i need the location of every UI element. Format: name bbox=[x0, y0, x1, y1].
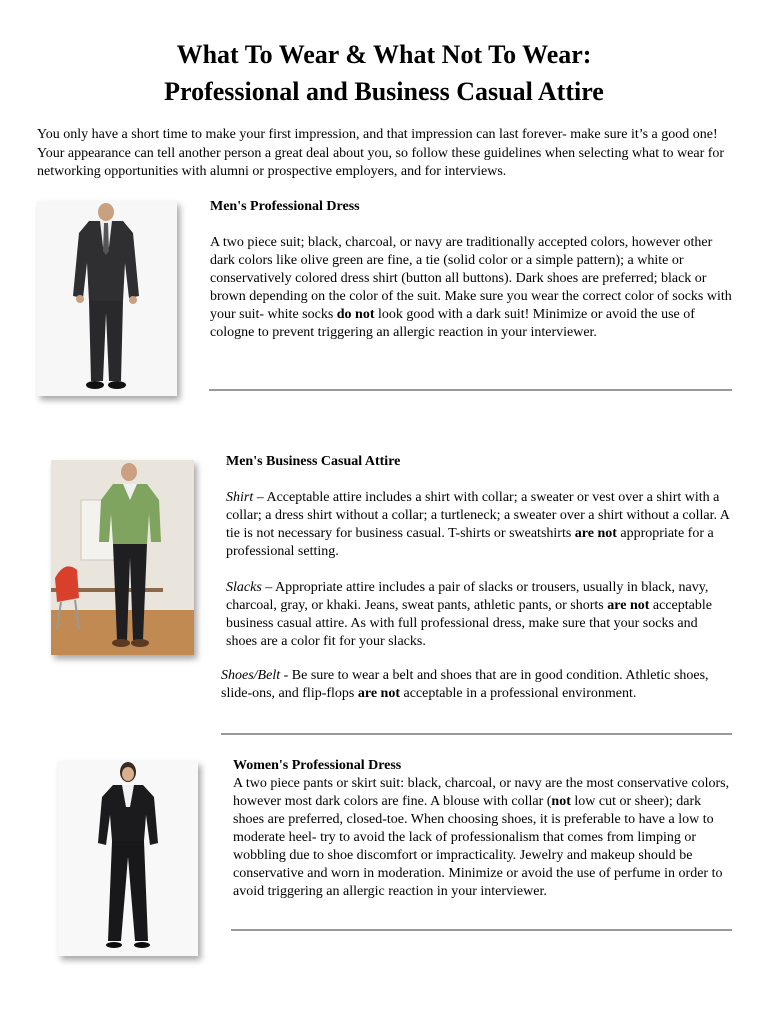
shoes-belt-section bbox=[221, 667, 726, 703]
mens-professional-body: A two piece suit; black, charcoal, or navy are traditionally accepted colors, however other dark colors like olive green are fine, a tie (solid color or a simple pattern); a white or conservatively colored dress shirt (button all buttons). Dark shoes are preferred; black or brown depending on the color of the suit. Make sure you wear the correct color of socks with your suit- white socks do not look good with a dark suit! Minimize or avoid the use of cologne to prevent triggering an allergic reaction in your interviewer. bbox=[210, 235, 732, 340]
divider-rule bbox=[231, 929, 732, 931]
shirt-paragraph: Shirt – Acceptable attire includes a shirt with collar; a sweater or vest over a shirt with a collar; a dress shirt without a collar; a turtleneck; a sweater over a shirt without a collar. A tie is not necessary for business casual. T-shirts or sweatshirts are not appropriate for a professional setting. bbox=[226, 490, 730, 559]
slacks-paragraph: Slacks – Appropriate attire includes a pair of slacks or trousers, usually in black, navy, charcoal, gray, or khaki. Jeans, sweat pants, athletic pants, or shorts are not acceptable business casual attire. As with full professional dress, make sure that your socks and shoes are a color fit for your slacks. bbox=[226, 580, 712, 649]
divider-rule bbox=[209, 389, 732, 391]
womens-professional-heading: Women's Professional Dress bbox=[233, 758, 402, 773]
womens-professional-body: A two piece pants or skirt suit: black, charcoal, or navy are the most conservative colors, however most dark colors are fine. A blouse with collar (not low cut or sheer); dark shoes are preferred, closed-toe. When choosing shoes, it is preferable to have a low to moderate heel- try to avoid the lack of professionalism that comes from limping or wobbling due to shoe discomfort or impracticality. Jewelry and makeup should be conservative and worn in moderation. Minimize or avoid the use of perfume in order to avoid triggering an allergic reaction in your interviewer. bbox=[233, 776, 730, 899]
mens-professional-heading: Men's Professional Dress bbox=[210, 199, 360, 214]
shoes-paragraph: Shoes/Belt - Be sure to wear a belt and shoes that are in good condition. Athletic shoes, slide-ons, and flip-flops are not acceptable in a professional environment. bbox=[221, 668, 709, 701]
mens-casual-photo bbox=[51, 460, 194, 655]
mens-casual-section bbox=[226, 453, 731, 651]
intro-paragraph: You only have a short time to make your first impression, and that impression can last forever- make sure it’s a good one! Your appearance can tell another person a great deal about you, so follow these guidelines when selecting what to wear for networking opportunities with alumni or prospective employers, and for interviews. bbox=[37, 127, 725, 179]
title-line-2: Professional and Business Casual Attire bbox=[164, 77, 604, 106]
mens-suit-photo bbox=[37, 201, 177, 396]
womens-professional-section bbox=[233, 757, 733, 901]
mens-casual-heading: Men's Business Casual Attire bbox=[226, 454, 401, 469]
mens-professional-section bbox=[210, 198, 733, 342]
title-line-1: What To Wear & What Not To Wear: bbox=[176, 40, 592, 69]
page-title bbox=[0, 36, 768, 110]
womens-suit-photo bbox=[58, 761, 198, 956]
divider-rule bbox=[221, 733, 732, 735]
